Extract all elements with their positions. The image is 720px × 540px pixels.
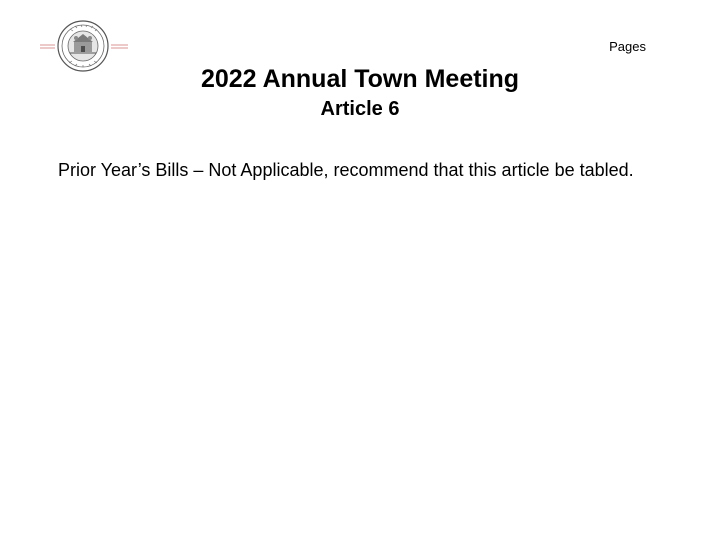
slide-title: 2022 Annual Town Meeting [200,65,520,93]
slide-body-text: Prior Year’s Bills – Not Applicable, recommend that this article be tabled. [58,160,634,180]
slide-subtitle: Article 6 [320,98,400,120]
pages-label: Pages [609,39,646,54]
